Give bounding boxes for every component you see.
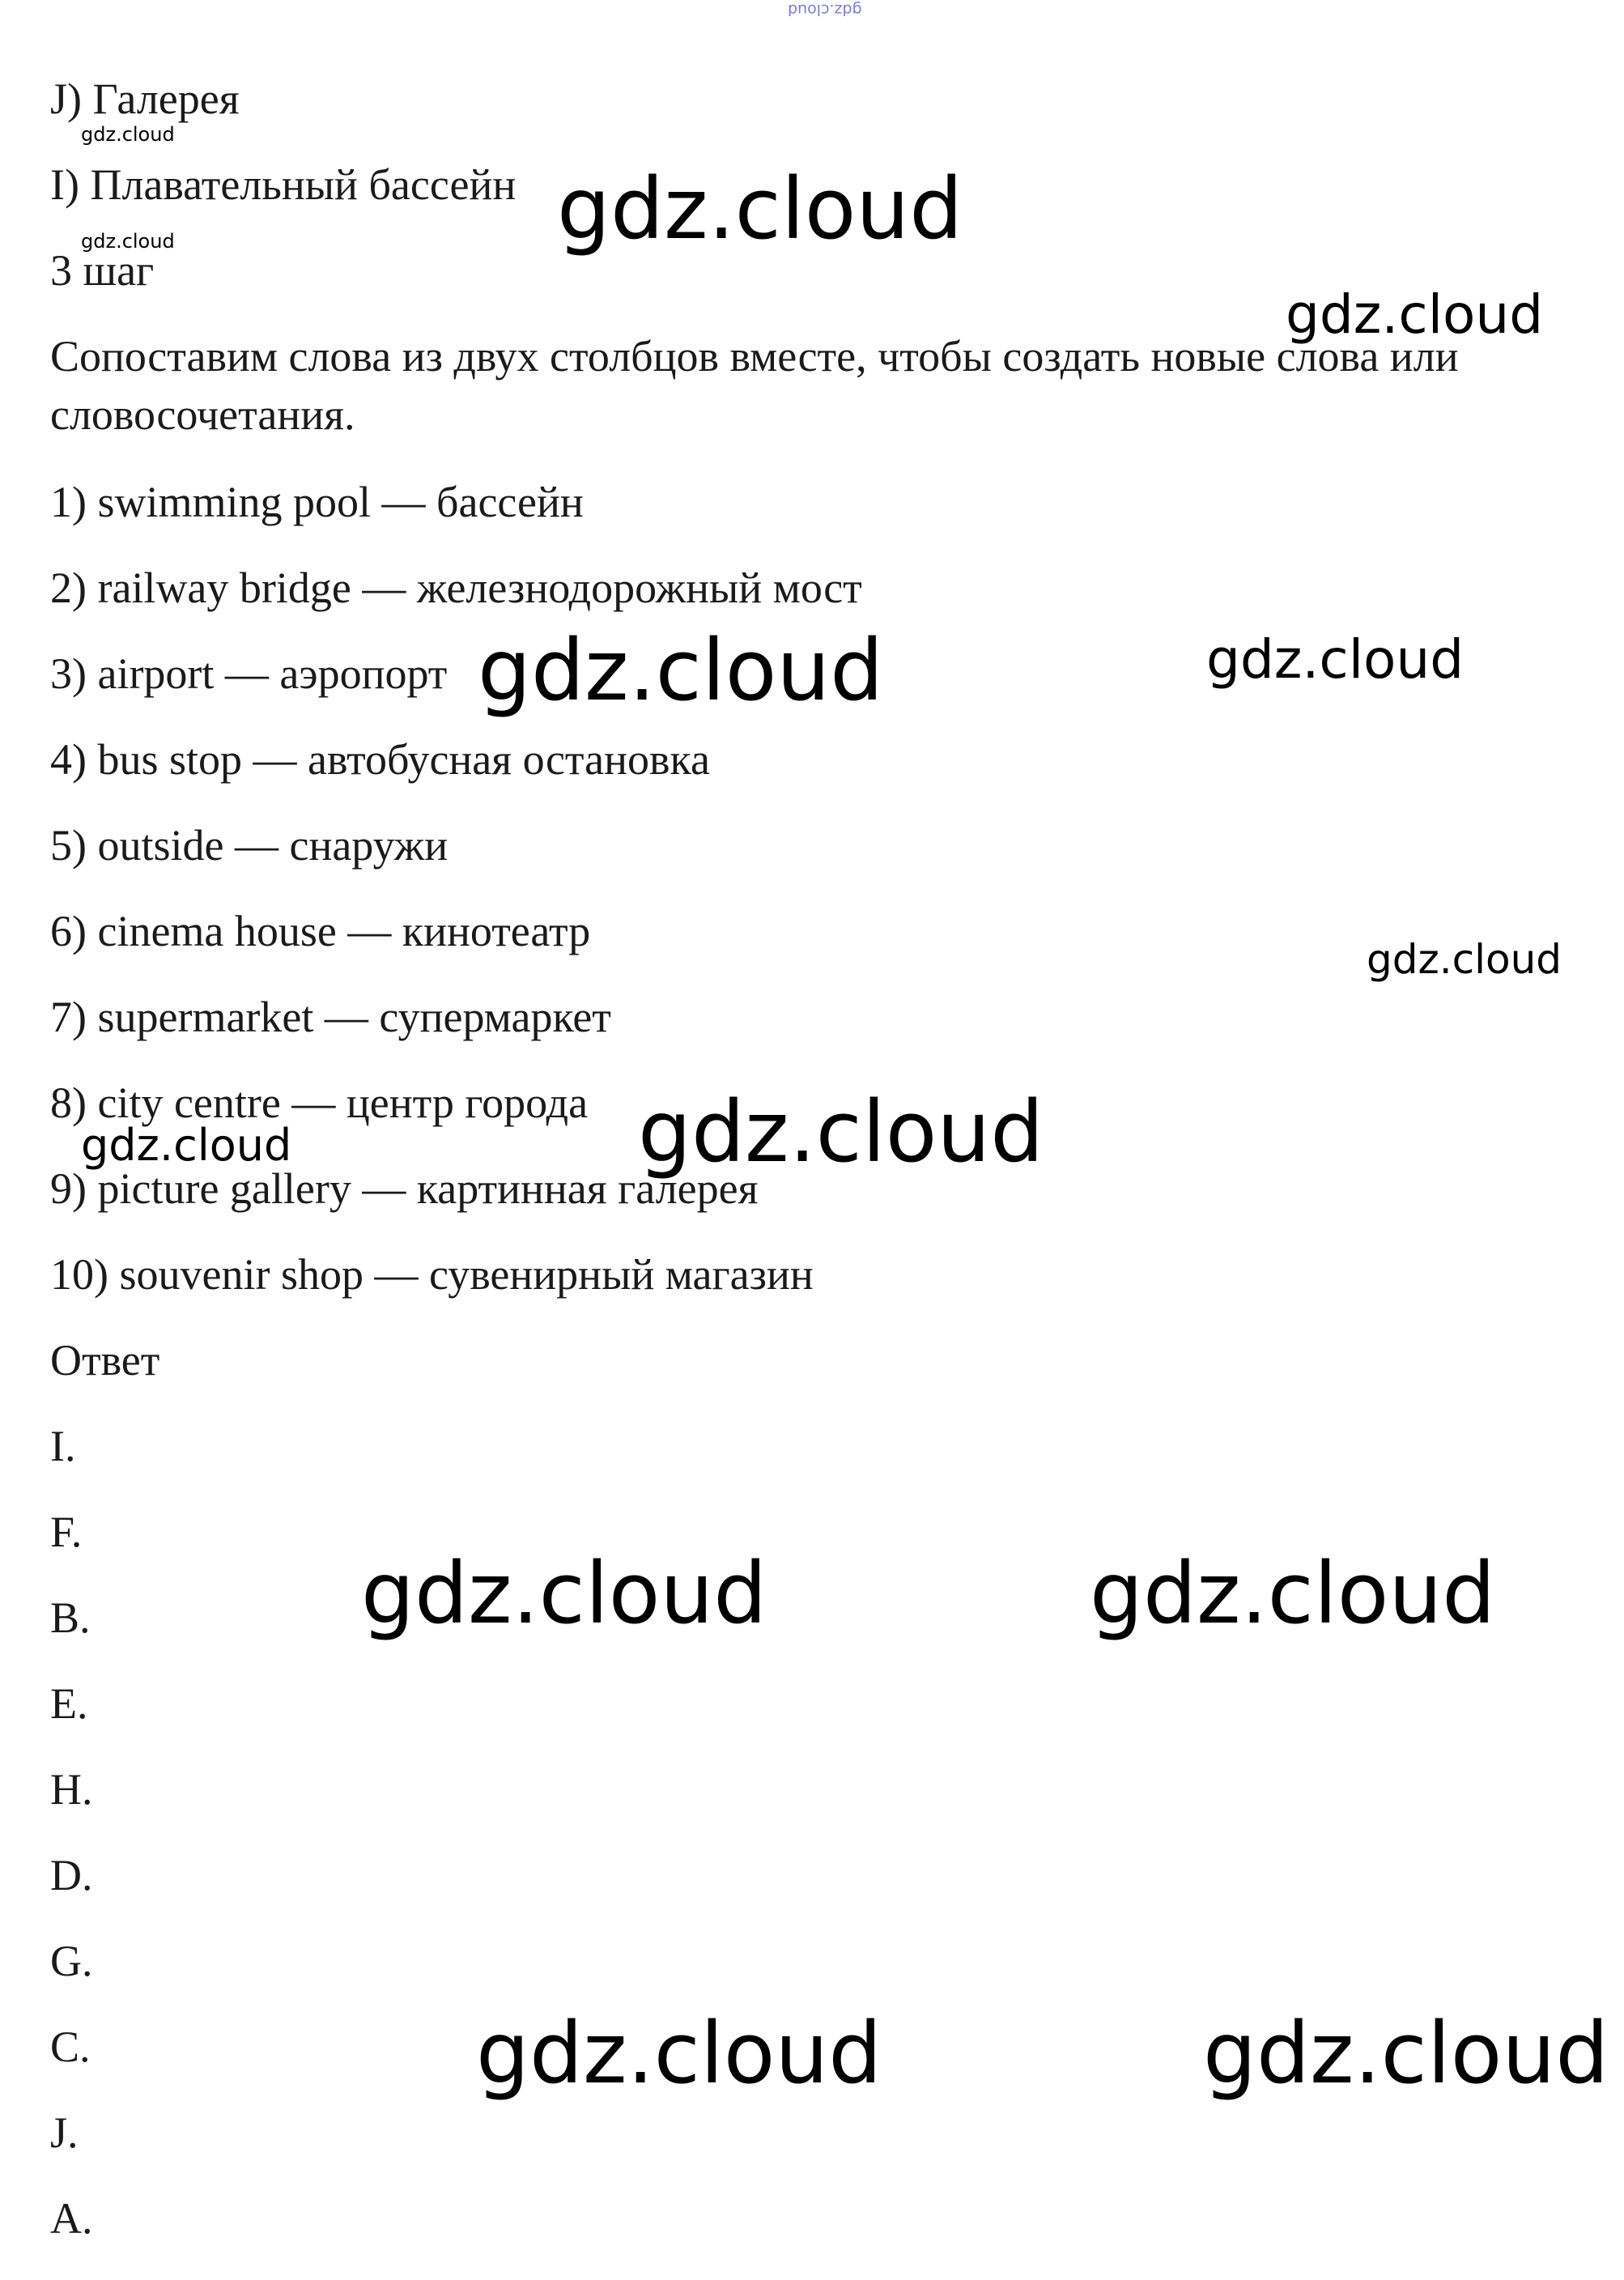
answer-item: H. xyxy=(50,1765,93,1814)
answer-heading: Ответ xyxy=(50,1336,160,1385)
pair-item: 1) swimming pool — бассейн xyxy=(50,478,584,526)
watermark: gdz.cloud xyxy=(476,2004,882,2103)
pair-item: 3) airport — аэропорт xyxy=(50,649,448,698)
watermark: gdz.cloud xyxy=(81,123,175,146)
answer-item: A. xyxy=(50,2194,93,2243)
watermark: gdz.cloud xyxy=(638,1083,1044,1181)
answer-item: I. xyxy=(50,1422,76,1470)
watermark: gdz.cloud xyxy=(361,1544,767,1643)
pair-item: 8) city centre — центр города xyxy=(50,1078,589,1127)
answer-item: D. xyxy=(50,1851,93,1899)
answer-item: J. xyxy=(50,2108,79,2157)
watermark: gdz.cloud xyxy=(1286,283,1544,346)
watermark: gdz.cloud xyxy=(1367,936,1562,983)
step-heading: 3 шаг xyxy=(50,246,155,295)
pair-item: 9) picture gallery — картинная галерея xyxy=(50,1164,759,1213)
text-line-gallery: J) Галерея xyxy=(50,74,240,123)
pair-item: 5) outside — снаружи xyxy=(50,821,449,870)
answer-item: B. xyxy=(50,1593,91,1642)
watermark: gdz.cloud xyxy=(557,160,963,258)
answer-item: G. xyxy=(50,1937,93,1985)
watermark: gdz.cloud xyxy=(1203,2004,1609,2103)
pair-item: 10) souvenir shop — сувенирный магазин xyxy=(50,1250,814,1299)
pair-item: 6) cinema house — кинотеатр xyxy=(50,907,591,955)
text-line-pool: I) Плавательный бассейн xyxy=(50,160,517,209)
answer-item: E. xyxy=(50,1679,88,1728)
watermark: gdz.cloud xyxy=(478,621,884,720)
answer-item: F. xyxy=(50,1508,83,1556)
watermark-top: gdz.cloud xyxy=(788,1,862,19)
pair-item: 4) bus stop — автобусная остановка xyxy=(50,735,710,784)
instruction-paragraph: Сопоставим слова из двух столбцов вместе, чтобы создать новые слова или словосочетания. xyxy=(50,332,1459,439)
pair-item: 2) railway bridge — железнодорожный мост xyxy=(50,564,862,612)
answer-item: C. xyxy=(50,2023,91,2071)
watermark: gdz.cloud xyxy=(81,1120,292,1171)
watermark: gdz.cloud xyxy=(1206,628,1465,691)
pair-item: 7) supermarket — супермаркет xyxy=(50,993,611,1041)
watermark: gdz.cloud xyxy=(81,230,175,253)
watermark: gdz.cloud xyxy=(1090,1544,1496,1643)
